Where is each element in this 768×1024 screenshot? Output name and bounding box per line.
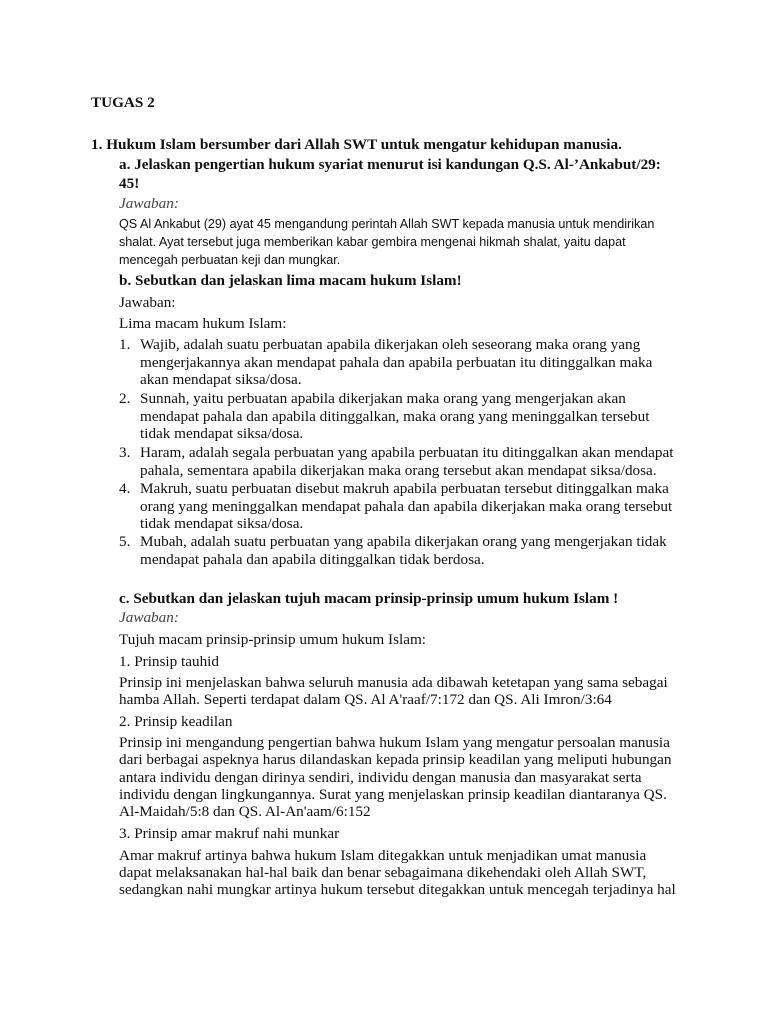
list-item-line: Haram, adalah segala perbuatan yang apabila perbuatan itu ditinggalkan akan mendapat <box>140 444 674 461</box>
list-item-number: 1. <box>119 336 131 353</box>
question-1a-line-1: a. Jelaskan pengertian hukum syariat menurut isi kandungan Q.S. Al-’Ankabut/29: <box>119 156 661 173</box>
list-item-line: mendapat pahala dan apabila ditinggalkan, maka orang yang meninggalkan tersebut <box>140 407 650 425</box>
list-item-line: pahala, sementara apabila dikerjakan maka orang tersebut akan mendapat siksa/dosa. <box>140 461 657 479</box>
answer-1a-line-2: shalat. Ayat tersebut juga memberikan kabar gembira mengenai hikmah shalat, yaitu dapat <box>119 235 626 249</box>
question-1a-line-2: 45! <box>119 175 140 192</box>
list-item-number: 4. <box>119 480 131 497</box>
list-item-line: mendapat pahala dan apabila ditinggalkan tidak berdosa. <box>140 550 485 568</box>
list-item-line: tidak mendapat siksa/dosa. <box>140 515 304 533</box>
principle-2-title: 2. Prinsip keadilan <box>119 713 233 730</box>
question-1c: c. Sebutkan dan jelaskan tujuh macam prinsip-prinsip umum hukum Islam ! <box>119 590 619 607</box>
answer-1c-label: Jawaban: <box>119 609 179 626</box>
answer-1c-intro: Tujuh macam prinsip-prinsip umum hukum Islam: <box>119 631 426 648</box>
principle-3-title: 3. Prinsip amar makruf nahi munkar <box>119 825 340 842</box>
principle-3-line-1: Amar makruf artinya bahwa hukum Islam ditegakkan untuk menjadikan umat manusia <box>119 847 647 864</box>
list-item-line: mengerjakannya akan mendapat pahala dan apabila perbuatan itu ditinggalkan maka <box>140 353 653 371</box>
list-item <box>140 336 652 389</box>
list-item-line: tidak mendapat siksa/dosa. <box>140 425 304 443</box>
document-title: TUGAS 2 <box>91 94 155 111</box>
answer-1a-line-1: QS Al Ankabut (29) ayat 45 mengandung perintah Allah SWT kepada manusia untuk mendirikan <box>119 217 655 231</box>
list-item <box>140 480 672 533</box>
list-item <box>140 533 667 568</box>
list-item-number: 3. <box>119 444 131 461</box>
list-item <box>140 390 649 443</box>
answer-1a-label: Jawaban: <box>119 195 179 212</box>
answer-1a-line-3: mencegah perbuatan keji dan mungkar. <box>119 253 341 267</box>
list-item-line: Sunnah, yaitu perbuatan apabila dikerjakan maka orang yang mengerjakan akan <box>140 390 626 407</box>
list-item-line: akan mendapat siksa/dosa. <box>140 371 302 389</box>
list-item-line: Makruh, suatu perbuatan disebut makruh apabila perbuatan tersebut ditinggalkan maka <box>140 480 669 497</box>
principle-2-line-1: Prinsip ini mengandung pengertian bahwa hukum Islam yang mengatur persoalan manusia <box>119 734 670 751</box>
principle-3-line-2: dapat melaksanakan hal-hal baik dan benar sebagaimana dikehendaki oleh Allah SWT, <box>119 864 647 881</box>
principle-3-line-3: sedangkan nahi mungkar artinya hukum tersebut ditegakkan untuk mencegah terjadinya hal <box>119 881 676 898</box>
principle-1-title: 1. Prinsip tauhid <box>119 653 219 670</box>
list-item-line: Mubah, adalah suatu perbuatan yang apabila dikerjakan orang yang mengerjakan tidak <box>140 533 667 550</box>
list-item <box>140 444 673 479</box>
list-item-line: orang yang meninggalkan mendapat pahala dan apabila dikerjakan maka orang tersebut <box>140 497 673 515</box>
list-item-number: 5. <box>119 533 131 550</box>
principle-1-line-2: hamba Allah. Seperti terdapat dalam QS. Al A'raaf/7:172 dan QS. Ali Imron/3:64 <box>119 691 612 708</box>
principle-1-line-1: Prinsip ini menjelaskan bahwa seluruh manusia ada dibawah ketetapan yang sama sebagai <box>119 674 668 691</box>
list-item-line: Wajib, adalah suatu perbuatan apabila dikerjakan oleh seseorang maka orang yang <box>140 336 641 353</box>
answer-1b-intro: Lima macam hukum Islam: <box>119 315 287 332</box>
principle-2-line-3: antara individu dengan dirinya sendiri, individu dengan manusia dan masyarakat serta <box>119 769 642 786</box>
principle-2-line-2: dari berbagai aspeknya harus dilandaskan kepada prinsip keadilan yang meliputi hubungan <box>119 751 672 768</box>
principle-2-line-4: individu dengan lingkungannya. Surat yang menjelaskan prinsip keadilan diantaranya QS. <box>119 786 667 803</box>
question-1b: b. Sebutkan dan jelaskan lima macam hukum Islam! <box>119 272 462 289</box>
question-1-heading: 1. Hukum Islam bersumber dari Allah SWT untuk mengatur kehidupan manusia. <box>91 136 622 153</box>
list-item-number: 2. <box>119 390 131 407</box>
principle-2-line-5: Al-Maidah/5:8 dan QS. Al-An'aam/6:152 <box>119 803 371 820</box>
answer-1b-label: Jawaban: <box>119 294 176 311</box>
